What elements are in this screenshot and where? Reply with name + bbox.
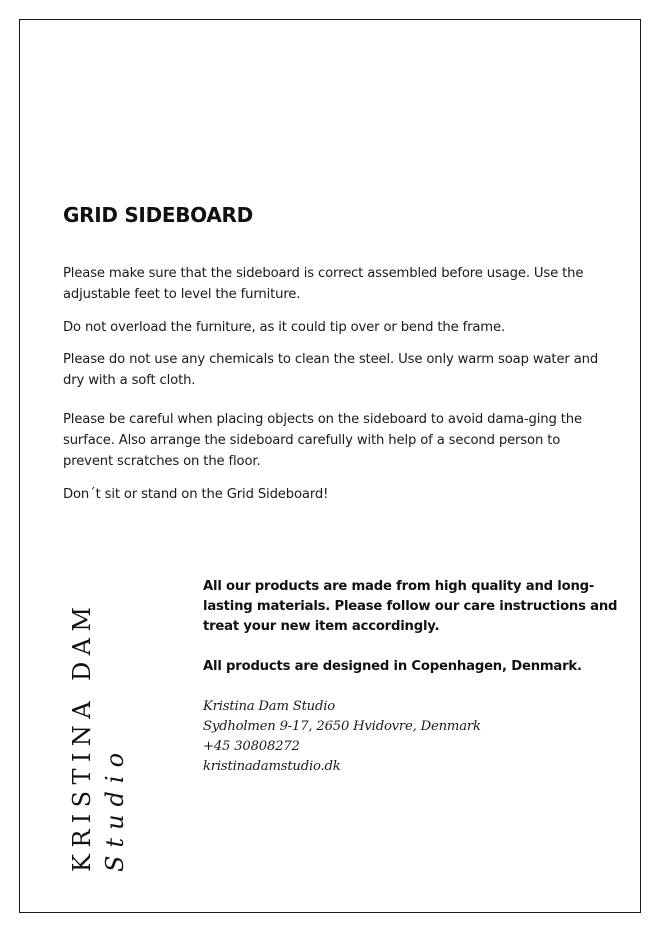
contact-block — [203, 697, 481, 777]
contact-address: Sydholmen 9-17, 2650 Hvidovre, Denmark — [203, 719, 481, 734]
paragraph-overload: Do not overload the furniture, as it could tip over or bend the frame. — [63, 320, 505, 335]
design-statement: All products are designed in Copenhagen, Denmark. — [203, 659, 582, 674]
logo-line-2: Studio — [101, 744, 129, 872]
paragraph-cleaning: Please do not use any chemicals to clean the steel. Use only warm soap water and dry with a soft cloth. — [63, 352, 599, 388]
logo-line-1: KRISTINA DAM — [68, 600, 96, 872]
paragraph-placement: Please be careful when placing objects on the sideboard to avoid dama-ging the surface. Also arrange the sideboard carefully with help of a second person to prevent scratches on the floor. — [63, 412, 582, 469]
contact-name: Kristina Dam Studio — [203, 699, 335, 714]
page-title: GRID SIDEBOARD — [63, 203, 253, 227]
quality-statement: All our products are made from high quality and long-lasting materials. Please follow our care instructions and treat your new item accordingly. — [203, 579, 618, 634]
kristina-dam-studio-logo — [56, 574, 130, 874]
contact-phone: +45 30808272 — [203, 739, 300, 754]
paragraph-assembly: Please make sure that the sideboard is correct assembled before usage. Use the adjustable feet to level the furniture. — [63, 266, 584, 302]
paragraph-warning: Don´t sit or stand on the Grid Sideboard! — [63, 487, 329, 502]
contact-website: kristinadamstudio.dk — [203, 759, 341, 774]
